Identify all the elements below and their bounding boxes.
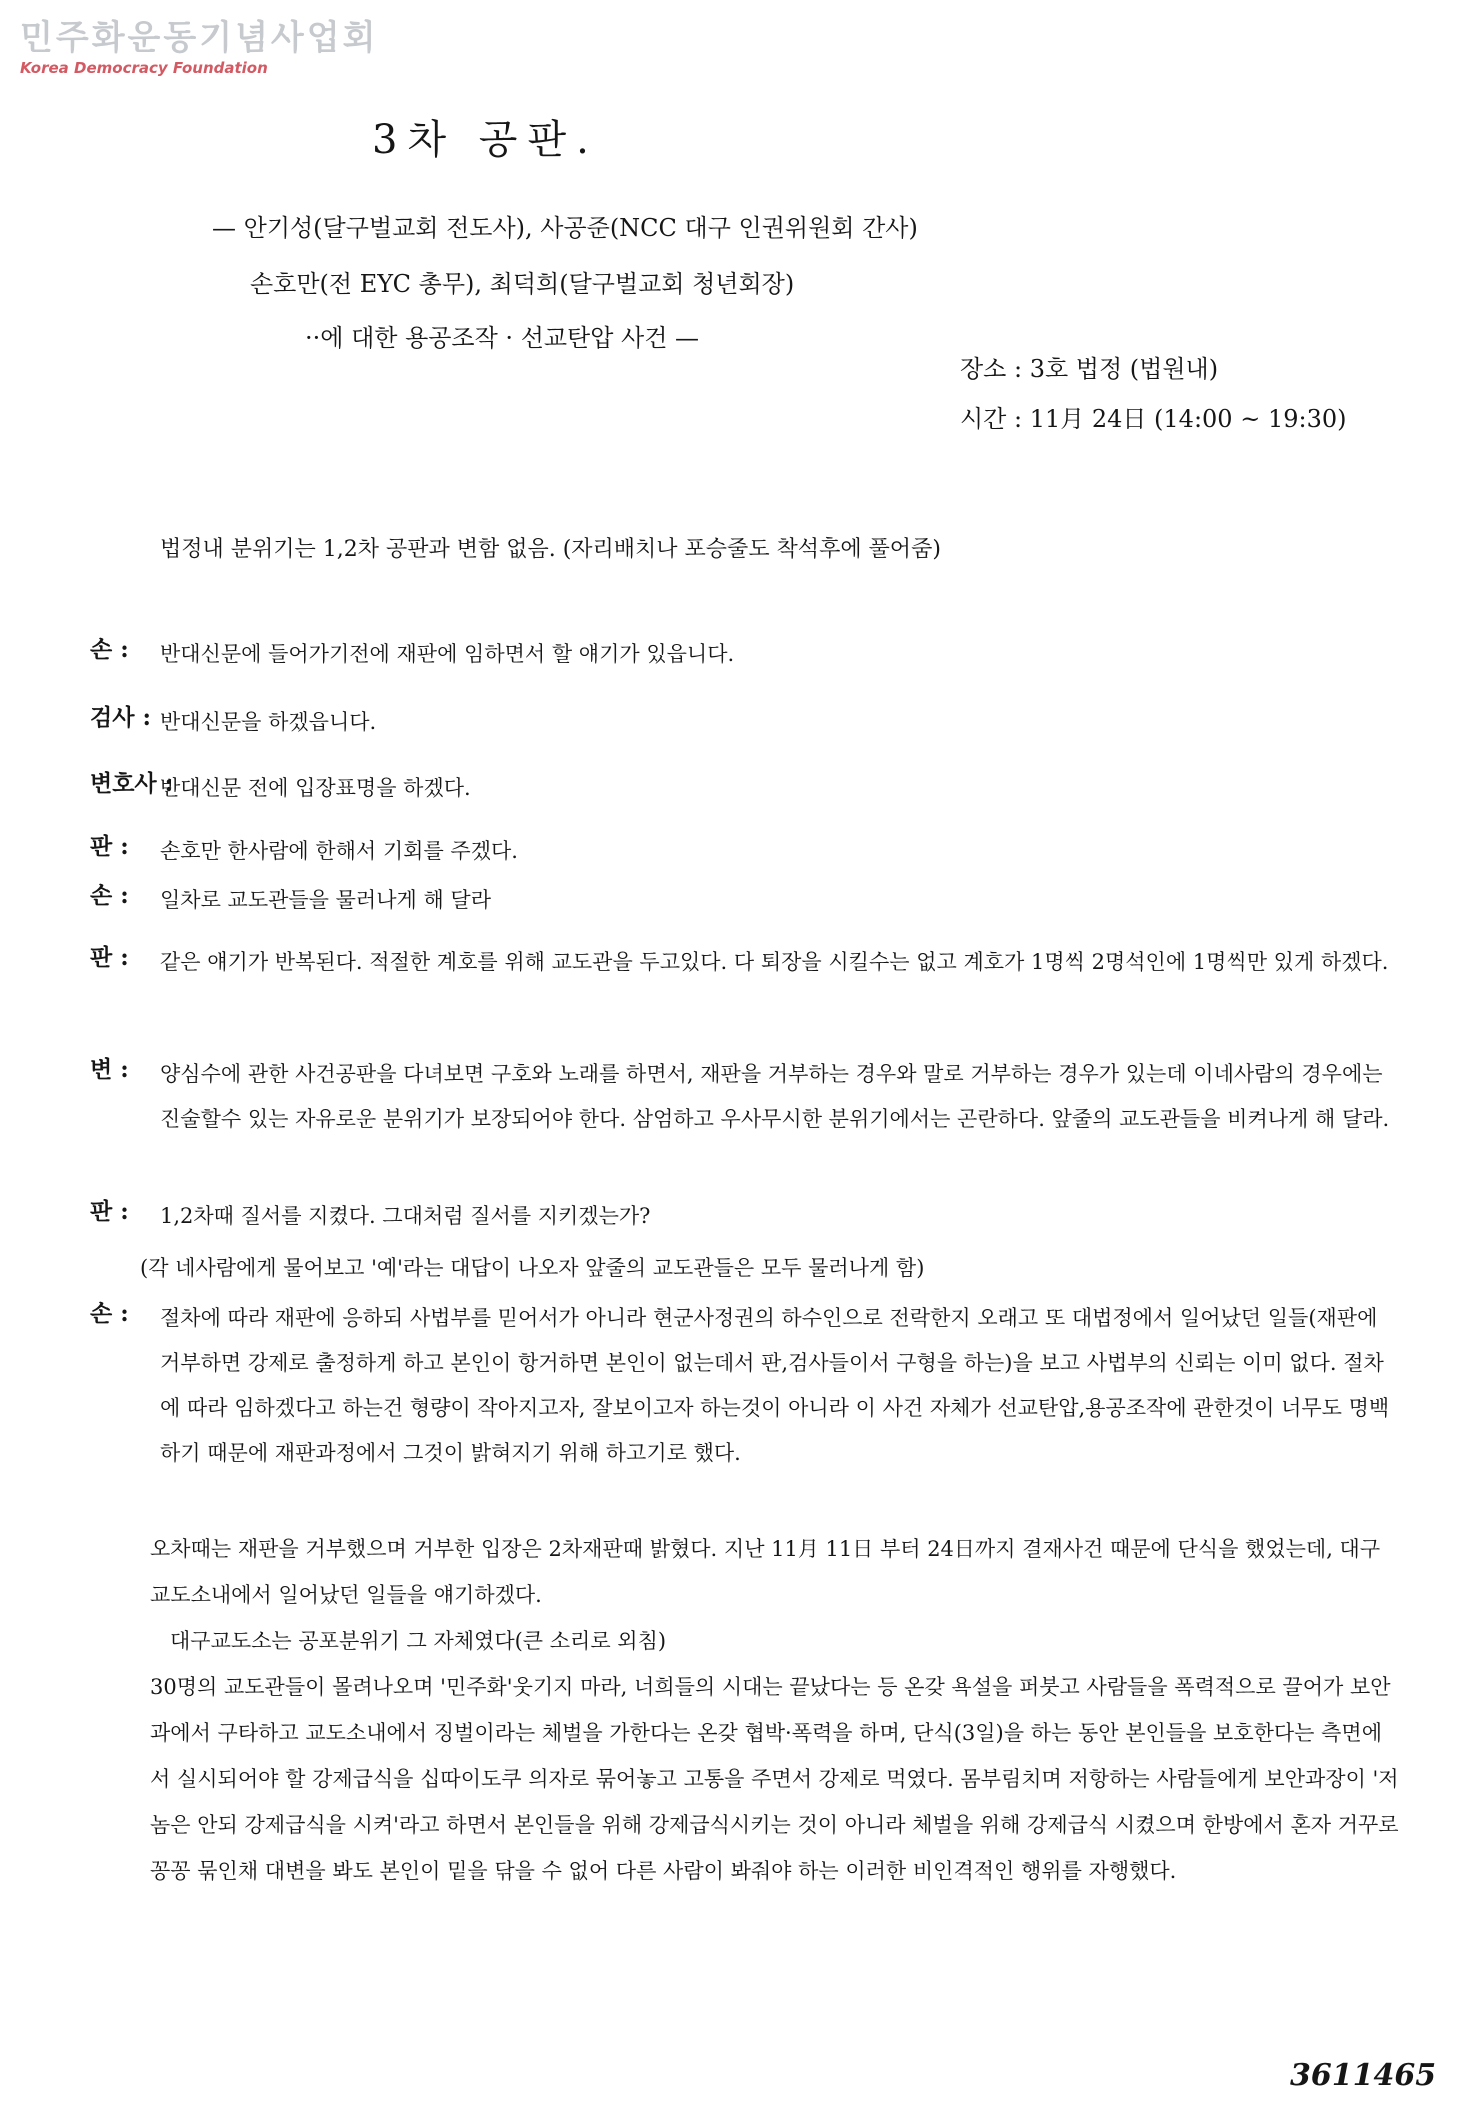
speech-text: 같은 얘기가 반복된다. 적절한 계호를 위해 교도관을 두고있다. 다 퇴장을 시킬수는 없고 계호가 1명씩 2명석인에 1명씩만 있게 하겠다. xyxy=(160,950,1389,974)
headline-line-1: — 안기성(달구벌교회 전도사), 사공준(NCC 대구 인권위원회 간사) xyxy=(212,214,918,242)
exchange-entry xyxy=(90,878,1400,923)
exchange-entry xyxy=(90,829,1400,874)
testimony-paragraph xyxy=(150,1664,1400,1894)
exchange-entry xyxy=(90,1194,1400,1239)
speech-text: 일차로 교도관들을 물러나게 해 달라 xyxy=(160,888,491,912)
stage-note: (각 네사람에게 물어보고 '예'라는 대답이 나오자 앞줄의 교도관들은 모두 물러나게 함) xyxy=(140,1256,925,1280)
testimony-paragraph xyxy=(150,1526,1400,1618)
speech-text: 반대신문을 하겠읍니다. xyxy=(160,710,377,734)
speech-text: 손호만 한사람에 한해서 기회를 주겠다. xyxy=(160,839,518,863)
speech-text: 양심수에 관한 사건공판을 다녀보면 구호와 노래를 하면서, 재판을 거부하는 경우와 말로 거부하는 경우가 있는데 이네사람의 경우에는 진술할수 있는 자유로운 분위기가 보장되어야 한다. 삼엄하고 우사무시한 분위기에서는 곤란하다. 앞줄의 교도관들을 비켜나게 해 달라. xyxy=(160,1062,1390,1131)
headline-line-2: 손호만(전 EYC 총무), 최덕희(달구벌교회 청년회장) xyxy=(250,270,795,298)
speaker-label: 판 : xyxy=(90,1198,129,1225)
speaker-label: 손 : xyxy=(90,1300,129,1327)
watermark-english: Korea Democracy Foundation xyxy=(20,59,268,77)
speaker-label: 검사 : xyxy=(90,704,151,731)
foundation-watermark xyxy=(20,18,379,78)
speaker-label: 판 : xyxy=(90,833,129,860)
document-title: 3차 공판. xyxy=(372,117,599,163)
testimony-sentence: 대구교도소는 공포분위기 그 자체였다(큰 소리로 외침) xyxy=(170,1629,667,1653)
atmosphere-note: 법정내 분위기는 1,2차 공판과 변함 없음. (자리배치나 포승줄도 착석후에 풀어줌) xyxy=(160,537,941,562)
speaker-label: 손 : xyxy=(90,636,129,663)
exchange-entry xyxy=(90,766,1400,811)
testimony-sentence: 30명의 교도관들이 몰려나오며 '민주화'웃기지 마라, 너희들의 시대는 끝났다는 등 온갖 욕설을 퍼붓고 사람들을 폭력적으로 끌어가 보안과에서 구타하고 교도소내에서 징벌이라는 체벌을 가한다는 온갖 협박·폭력을 하며, 단식(3일)을 하는 동안 본인들을 보호한다는 측면에서 실시되어야 할 강제급식을 십따이도쿠 의자로 묶어놓고 고통을 주면서 강제로 먹였다. 몸부림치며 저항하는 사람들에게 보안과장이 '저놈은 안되 강제급식을 시켜'라고 하면서 본인들을 위해 강제급식시키는 것이 아니라 체벌을 위해 강제급식 시켰으며 한방에서 혼자 거꾸로 꽁꽁 묶인채 대변을 봐도 본인이 밑을 닦을 수 없어 다른 사람이 봐줘야 하는 이러한 비인격적인 행위를 자행했다. xyxy=(150,1675,1399,1883)
speech-text: 1,2차때 질서를 지켰다. 그대처럼 질서를 지키겠는가? xyxy=(160,1204,651,1228)
speaker-label: 판 : xyxy=(90,944,129,971)
exchange-entry xyxy=(90,940,1400,985)
speech-text: 절차에 따라 재판에 응하되 사법부를 믿어서가 아니라 현군사정권의 하수인으로 전락한지 오래고 또 대법정에서 일어났던 일들(재판에 거부하면 강제로 출정하게 하고 본인이 항거하면 본인이 없는데서 판,검사들이서 구형을 하는)을 보고 사법부의 신뢰는 이미 없다. 절차에 따라 임하겠다고 하는건 형량이 작아지고자, 잘보이고자 하는것이 아니라 이 사건 자체가 선교탄압,용공조작에 관한것이 너무도 명백하기 때문에 재판과정에서 그것이 밝혀지기 위해 하고기로 했다. xyxy=(160,1306,1390,1465)
exchange-entry xyxy=(90,1296,1400,1476)
exchange-entry xyxy=(90,632,1400,677)
speaker-label: 변호사 : xyxy=(90,770,174,797)
speaker-label: 손 : xyxy=(90,882,129,909)
time-line: 시간 : 11月 24日 (14:00 ~ 19:30) xyxy=(960,405,1347,433)
document-number: 3611465 xyxy=(1290,2058,1437,2093)
speech-text: 반대신문에 들어가기전에 재판에 임하면서 할 얘기가 있읍니다. xyxy=(160,642,735,666)
speech-text: 반대신문 전에 입장표명을 하겠다. xyxy=(160,776,471,800)
testimony-sentence: 오차때는 재판을 거부했으며 거부한 입장은 2차재판때 밝혔다. 지난 11月 11日 부터 24日까지 결재사건 때문에 단식을 했었는데, 대구교도소내에서 일어났던 일들을 얘기하겠다. xyxy=(150,1537,1381,1607)
testimony-paragraph xyxy=(170,1618,1400,1664)
exchange-entry xyxy=(90,1052,1400,1142)
watermark-korean: 민주화운동기념사업회 xyxy=(20,18,379,58)
speaker-label: 변 : xyxy=(90,1056,129,1083)
headline-line-3: ··에 대한 용공조작 · 선교탄압 사건 — xyxy=(305,324,700,352)
place-line: 장소 : 3호 법정 (법원내) xyxy=(960,355,1219,383)
exchange-entry xyxy=(90,700,1400,745)
